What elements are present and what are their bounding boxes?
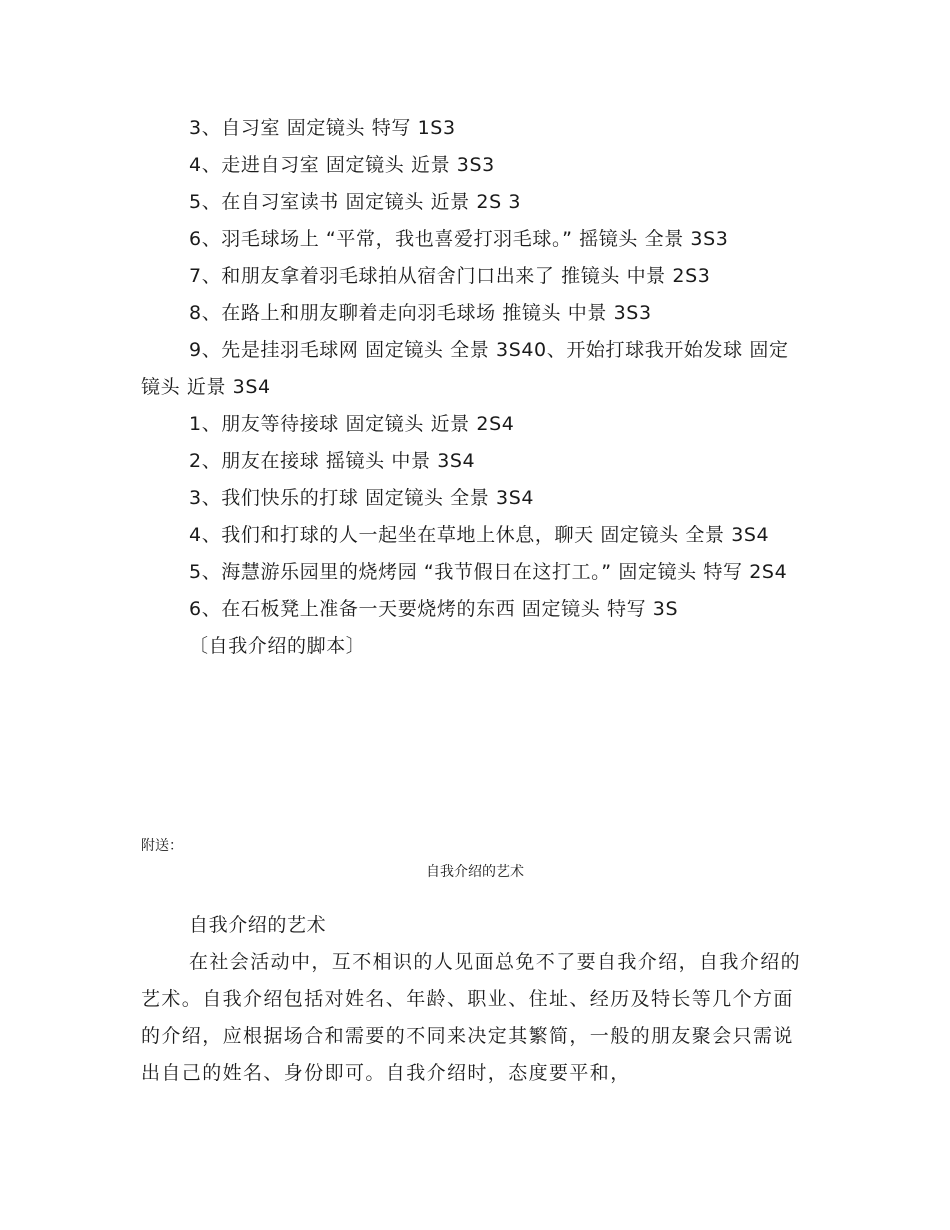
script-line: 5、在自习室读书 固定镜头 近景 2S 3	[189, 191, 522, 213]
script-line: 6、羽毛球场上 “平常，我也喜爱打羽毛球。” 摇镜头 全景 3S3	[189, 228, 729, 250]
script-line: 8、在路上和朋友聊着走向羽毛球场 推镜头 中景 3S3	[189, 302, 652, 324]
script-line: 1、朋友等待接球 固定镜头 近景 2S4	[189, 413, 515, 435]
script-line: 7、和朋友拿着羽毛球拍从宿舍门口出来了 推镜头 中景 2S3	[189, 265, 711, 287]
script-section	[141, 110, 801, 665]
script-line: 3、我们快乐的打球 固定镜头 全景 3S4	[189, 487, 535, 509]
script-line: 3、自习室 固定镜头 特写 1S3	[189, 117, 456, 139]
appendix-label: 附送：	[141, 838, 183, 854]
article-section	[141, 907, 801, 1092]
script-line: 6、在石板凳上准备一天要烧烤的东西 固定镜头 特写 3S	[189, 598, 679, 620]
script-line: 9、先是挂羽毛球网 固定镜头 全景 3S40、开始打球我开始发球 固定镜头 近景 3S4	[141, 339, 789, 398]
script-line: 5、海慧游乐园里的烧烤园 “我节假日在这打工。” 固定镜头 特写 2S4	[189, 561, 788, 583]
script-line: 4、我们和打球的人一起坐在草地上休息，聊天 固定镜头 全景 3S4	[189, 524, 770, 546]
article-paragraph: 在社会活动中，互不相识的人见面总免不了要自我介绍，自我介绍的艺术。自我介绍包括对姓名、年龄、职业、住址、经历及特长等几个方面的介绍，应根据场合和需要的不同来决定其繁简，一般的朋友聚会只需说出自己的姓名、身份即可。自我介绍时，态度要平和，	[141, 951, 802, 1084]
script-line: 2、朋友在接球 摇镜头 中景 3S4	[189, 450, 476, 472]
appendix-title: 自我介绍的艺术	[426, 864, 524, 880]
script-line: 4、走进自习室 固定镜头 近景 3S3	[189, 154, 495, 176]
script-note: 〔自我介绍的脚本〕	[189, 635, 366, 657]
article-heading: 自我介绍的艺术	[189, 914, 327, 936]
